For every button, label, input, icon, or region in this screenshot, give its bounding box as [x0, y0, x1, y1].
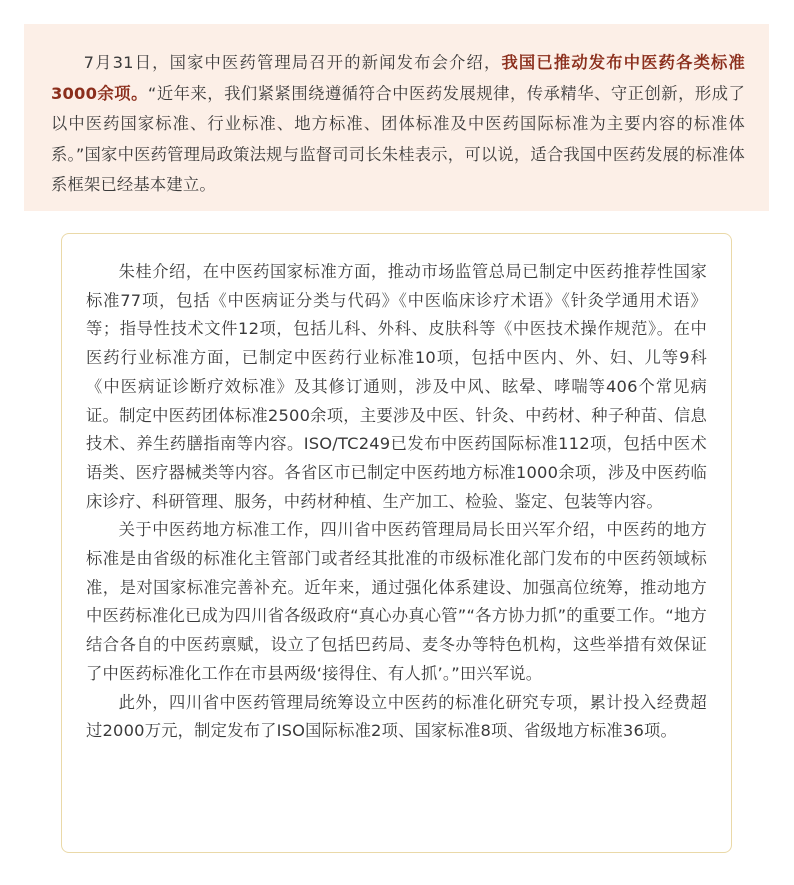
- intro-box: [24, 24, 769, 211]
- detail-paragraph: 此外，四川省中医药管理局统筹设立中医药的标准化研究专项，累计投入经费超过2000万元，制定发布了ISO国际标准2项、国家标准8项、省级地方标准36项。: [86, 692, 707, 741]
- detail-box: [61, 233, 732, 853]
- intro-paragraph: [51, 48, 745, 201]
- intro-rest-text: “近年来，我们紧紧围绕遵循符合中医药发展规律，传承精华、守正创新，形成了以中医药国家标准、行业标准、地方标准、团体标准及中医药国际标准为主要内容的标准体系。”国家中医药管理局政策法规与监督司司长朱桂表示，可以说，适合我国中医药发展的标准体系框架已经基本建立。: [51, 83, 745, 194]
- intro-highlight: 我国已推动发布中医药各类标准3000余项。: [51, 53, 745, 103]
- detail-paragraph: 朱桂介绍，在中医药国家标准方面，推动市场监管总局已制定中医药推荐性国家标准77项，包括《中医病证分类与代码》《中医临床诊疗术语》《针灸学通用术语》等；指导性技术文件12项，包括儿科、外科、皮肤科等《中医技术操作规范》。在中医药行业标准方面，已制定中医药行业标准10项，包括中医内、外、妇、儿等9科《中医病证诊断疗效标准》及其修订通则，涉及中风、眩晕、哮喘等406个常见病证。制定中医药团体标准2500余项，主要涉及中医、针灸、中药材、种子种苗、信息技术、养生药膳指南等内容。ISO/TC249已发布中医药国际标准112项，包括中医术语类、医疗器械类等内容。各省区市已制定中医药地方标准1000余项，涉及中医药临床诊疗、科研管理、服务，中药材种植、生产加工、检验、鉴定、包装等内容。: [86, 262, 707, 511]
- intro-lead-text: 7月31日，国家中医药管理局召开的新闻发布会介绍，: [83, 53, 502, 72]
- detail-paragraph: 关于中医药地方标准工作，四川省中医药管理局局长田兴军介绍，中医药的地方标准是由省级的标准化主管部门或者经其批准的市级标准化部门发布的中医药领域标准，是对国家标准完善补充。近年来，通过强化体系建设、加强高位统筹，推动地方中医药标准化已成为四川省各级政府“真心办真心管”“各方协力抓”的重要工作。“地方结合各自的中医药禀赋，设立了包括巴药局、麦冬办等特色机构，这些举措有效保证了中医药标准化工作在市县两级‘接得住、有人抓’。”田兴军说。: [86, 520, 707, 683]
